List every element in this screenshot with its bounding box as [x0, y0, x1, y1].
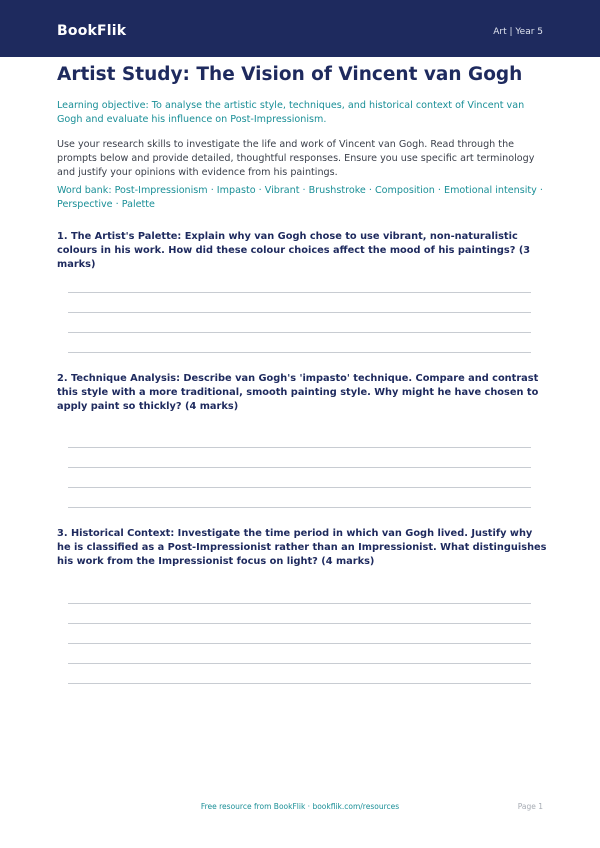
page-title: Artist Study: The Vision of Vincent van Gogh	[57, 64, 523, 85]
answer-line[interactable]	[68, 663, 531, 664]
answer-line[interactable]	[68, 603, 531, 604]
word-bank: Word bank: Post-Impressionism · Impasto · Vibrant · Brushstroke · Composition · Emotional intensity · Perspective · Palette	[57, 185, 543, 210]
answer-line[interactable]	[68, 292, 531, 293]
intro-text: Use your research skills to investigate the life and work of Vincent van Gogh. Read through the prompts below and provide detailed, thoughtful responses. Ensure you use specific art terminology and justify your opinions with evidence from his paintings.	[57, 139, 535, 178]
answer-line[interactable]	[68, 623, 531, 624]
subject-year-label: Art | Year 5	[493, 27, 543, 37]
answer-line[interactable]	[68, 467, 531, 468]
question-1: 1. The Artist's Palette: Explain why van Gogh chose to use vibrant, non-naturalistic colours in his work. How did these colour choices affect the mood of his paintings? (3 marks)	[57, 231, 531, 270]
answer-line[interactable]	[68, 447, 531, 448]
answer-line[interactable]	[68, 332, 531, 333]
answer-line[interactable]	[68, 312, 531, 313]
answer-line[interactable]	[68, 487, 531, 488]
brand-logo[interactable]: BookFlik	[57, 23, 127, 39]
header-bar	[0, 0, 600, 57]
answer-line[interactable]	[68, 352, 531, 353]
answer-line[interactable]	[68, 683, 531, 684]
footer-credit[interactable]: Free resource from BookFlik · bookflik.com/resources	[200, 802, 400, 811]
answer-line[interactable]	[68, 507, 531, 508]
question-3: 3. Historical Context: Investigate the time period in which van Gogh lived. Justify why he is classified as a Post-Impressionist rather than an Impressionist. What distinguishes his work from the Impressionist focus on light? (4 marks)	[57, 528, 547, 567]
answer-line[interactable]	[68, 643, 531, 644]
learning-objective: Learning objective: To analyse the artistic style, techniques, and historical context of Vincent van Gogh and evaluate his influence on Post-Impressionism.	[57, 100, 525, 125]
page-number: Page 1	[517, 802, 543, 811]
question-2: 2. Technique Analysis: Describe van Gogh's 'impasto' technique. Compare and contrast this style with a more traditional, smooth painting style. Why might he have chosen to apply paint so thickly? (4 marks)	[57, 373, 539, 412]
